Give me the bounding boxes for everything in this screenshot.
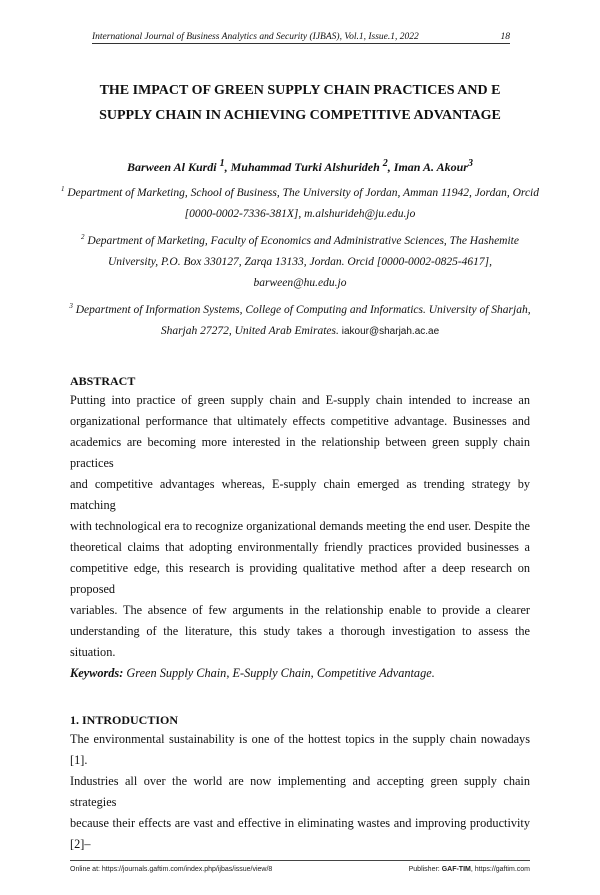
author-3-sup: 3 — [467, 158, 473, 169]
text-line: with technological era to recognize organizational demands meeting the end user. Despite the — [70, 519, 530, 533]
text-line: and competitive advantages whereas, E-supply chain emerged as trending strategy by matching — [70, 477, 530, 512]
footer-publisher — [409, 865, 530, 875]
publisher-link[interactable]: , https://gaftim.com — [470, 866, 530, 873]
authors — [40, 156, 560, 175]
introduction-body — [70, 729, 530, 855]
title-line-2: SUPPLY CHAIN IN ACHIEVING COMPETITIVE ADVANTAGE — [99, 108, 501, 123]
affiliation-3 — [45, 300, 555, 342]
publisher-label: Publisher: — [408, 866, 442, 873]
abstract-body — [70, 390, 530, 684]
author-1: Barween Al Kurdi — [127, 160, 220, 174]
affiliation-1 — [45, 183, 555, 225]
aff-line: barween@hu.edu.jo — [253, 277, 347, 289]
introduction-heading: 1. INTRODUCTION — [70, 713, 179, 727]
keywords-label: Keywords: — [70, 666, 124, 680]
keywords-text: Green Supply Chain, E-Supply Chain, Competitive Advantage. — [123, 666, 435, 680]
publisher-name: GAF-TIM — [441, 866, 471, 873]
aff-line: University, P.O. Box 330127, Zarqa 13133, Jordan. Orcid [0000-0002-0825-4617], — [107, 256, 493, 268]
text-line: academics are becoming more interested in the relationship between green supply chain practices — [70, 435, 530, 470]
text-line: understanding of the literature, this study takes a thorough investigation to assess the situation. — [70, 624, 530, 659]
aff-sup: 1 — [60, 185, 65, 194]
aff-line: Department of Marketing, Faculty of Economics and Administrative Sciences, The Hashemite — [87, 235, 519, 247]
aff-line: [0000-0002-7336-381X], m.alshurideh@ju.edu.jo — [184, 208, 416, 220]
journal-name: International Journal of Business Analytics and Security (IJBAS), Vol.1, Issue.1, 2022 — [92, 32, 419, 42]
aff-sup: 2 — [81, 233, 85, 242]
text-line: The environmental sustainability is one of the hottest topics in the supply chain nowadays [1]. — [70, 732, 530, 767]
aff-line: Department of Information Systems, College of Computing and Informatics. University of Sharjah, — [75, 304, 531, 316]
title-line-1: THE IMPACT OF GREEN SUPPLY CHAIN PRACTICES AND E — [99, 83, 501, 98]
author-2: , Muhammad Turki Alshurideh — [224, 160, 383, 174]
author-3: , Iman A. Akour — [387, 160, 468, 174]
text-line: competitive edge, this research is providing qualitative method after a deep research on proposed — [70, 561, 530, 596]
text-line: Industries all over the world are now implementing and accepting green supply chain strategies — [70, 774, 530, 809]
text-line: organizational performance that ultimately effects competitive advantage. Businesses and — [70, 414, 530, 428]
footer-online-link[interactable]: Online at: https://journals.gaftim.com/index.php/ijbas/issue/view/8 — [70, 866, 273, 873]
title-block — [0, 78, 600, 128]
text-line: variables. The absence of few arguments in the relationship enable to provide a clearer — [70, 603, 530, 617]
footer-divider — [70, 860, 530, 861]
affiliation-2 — [45, 231, 555, 294]
email-link[interactable]: iakour@sharjah.ac.ae — [341, 326, 440, 337]
author-2-sup: 2 — [382, 158, 388, 169]
keywords — [70, 663, 530, 684]
aff-line: Sharjah 27272, United Arab Emirates. — [160, 325, 342, 337]
aff-sup: 3 — [69, 302, 73, 311]
page-number: 18 — [500, 32, 510, 42]
text-line: theoretical claims that adopting environmentally friendly practices provided businesses a — [70, 540, 530, 554]
aff-line: Department of Marketing, School of Business, The University of Jordan, Amman 11942, Jordan, Orcid — [67, 187, 540, 199]
author-1-sup: 1 — [219, 158, 225, 169]
text-line: because their effects are vast and effective in eliminating wastes and improving productivity [2]– — [70, 816, 530, 851]
text-line: Putting into practice of green supply chain and E-supply chain intended to increase an — [70, 393, 530, 407]
running-header — [92, 32, 510, 44]
abstract-heading: ABSTRACT — [70, 374, 136, 388]
footer — [70, 865, 530, 875]
